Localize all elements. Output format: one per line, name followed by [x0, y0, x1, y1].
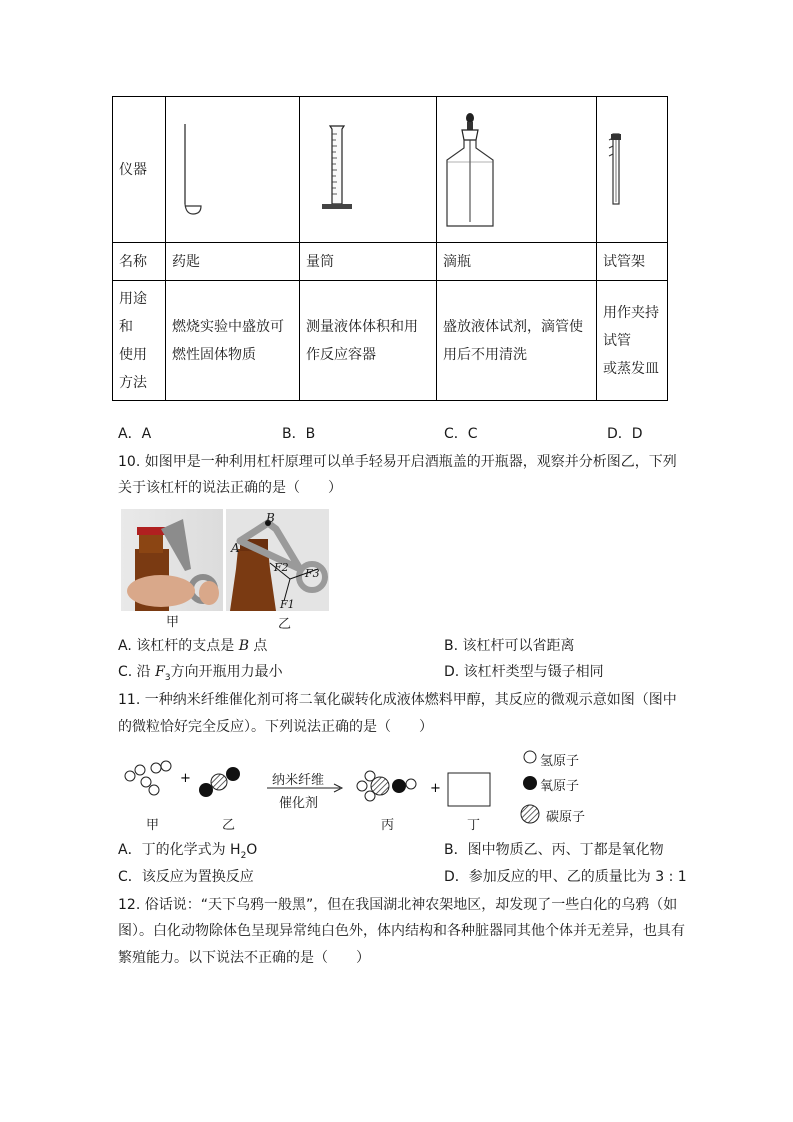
q10-option-a-tail: 点 [248, 638, 268, 654]
label-F3: F3 [305, 567, 320, 580]
table-row-name [113, 243, 668, 281]
q9-option-a[interactable]: A．A [118, 426, 152, 442]
q10-option-a-var: B [238, 638, 249, 654]
name-clamp: 试管架 [597, 243, 668, 281]
label-jia: 甲 [166, 615, 180, 630]
q11-option-a-tail: O [246, 842, 258, 858]
q10-stem-line-1: 10. 如图甲是一种利用杠杆原理可以单手轻易开启酒瓶盖的开瓶器，观察并分析图乙，下列 [118, 454, 677, 470]
plus-sign-2: + [430, 781, 441, 796]
test-tube-clamp-icon [605, 130, 629, 210]
usage-cylinder [300, 281, 437, 401]
q9-option-c[interactable]: C．C [444, 426, 478, 442]
graduated-cylinder-icon [318, 120, 358, 220]
legend-hydrogen-icon [524, 751, 536, 763]
legend-oxygen-icon [523, 776, 537, 790]
row-label-instrument: 仪器 [113, 97, 166, 243]
usage-line: 测量液体体积和用 [306, 318, 418, 335]
spoon-cell [166, 97, 300, 243]
product-box [448, 773, 490, 806]
q12-stem-line-2: 图）。白化动物除体色呈现异常纯白色外，体内结构和各种脏器同其他个体并无差异，也具有 [118, 923, 685, 939]
q10-option-a[interactable] [118, 636, 267, 656]
usage-label-line: 用途 [119, 290, 147, 307]
legend-carbon-label: 碳原子 [546, 810, 586, 825]
q12-stem-line-1: 12. 俗话说：“天下乌鸦一般黑”，但在我国湖北神农架地区，却发现了一些白化的乌鸦（如 [118, 897, 678, 913]
co2-molecule [199, 767, 240, 797]
q11-stem-line-1: 11. 一种纳米纤维催化剂可将二氧化碳转化成液体燃料甲醇，其反应的微观示意如图（图中 [118, 692, 677, 708]
usage-line: 燃烧实验中盛放可 [172, 318, 284, 335]
q10-stem-line-2: 关于该杠杆的说法正确的是（ ） [118, 480, 342, 496]
q11-option-b[interactable]: B．图中物质乙、丙、丁都是氧化物 [444, 842, 664, 858]
q11-stem-line-2: 的微粒恰好完全反应）。下列说法正确的是（ ） [118, 719, 433, 735]
usage-line: 作反应容器 [306, 346, 376, 363]
label-B: B [266, 511, 275, 525]
label-F2: F2 [274, 561, 289, 574]
q10-option-b[interactable]: B. 该杠杆可以省距离 [444, 638, 575, 654]
q10-option-c-tail: 方向开瓶用力最小 [170, 664, 283, 680]
catalyst-label-top: 纳米纤维 [272, 773, 325, 788]
spoon-icon [175, 120, 205, 220]
methanol-molecule [357, 771, 416, 801]
q11-option-a-text: A．丁的化学式为 H [118, 842, 241, 858]
usage-label-line: 使用 [119, 346, 147, 363]
q10-option-c-var: F [155, 664, 165, 680]
row-label-name: 名称 [113, 243, 166, 281]
cylinder-cell [300, 97, 437, 243]
usage-line: 用后不用清洗 [443, 346, 527, 363]
q10-option-c-text: C. 沿 [118, 664, 156, 680]
q10-option-c[interactable] [118, 662, 283, 688]
bottle-opener-jia-illustration [121, 509, 223, 611]
name-dropper-bottle: 滴瓶 [437, 243, 597, 281]
q12-stem-line-3: 繁殖能力。以下说法不正确的是（ ） [118, 950, 370, 966]
q11-option-c[interactable]: C．该反应为置换反应 [118, 869, 254, 885]
label-yi-molecule: 乙 [222, 818, 236, 833]
q9-option-b[interactable]: B．B [282, 426, 316, 442]
plus-sign-1: + [180, 771, 191, 786]
q11-option-d[interactable]: D．参加反应的甲、乙的质量比为 3 : 1 [444, 869, 687, 885]
bottle-opener-photo-yi [226, 509, 329, 611]
bottle-opener-yi-illustration [226, 509, 329, 611]
q11-option-a-sub: 2 [240, 850, 247, 861]
row-label-usage [113, 281, 166, 401]
name-cylinder: 量筒 [300, 243, 437, 281]
dropper-bottle-cell [437, 97, 597, 243]
label-A: A [231, 541, 240, 555]
q10-option-c-sub: 3 [164, 672, 171, 683]
label-ding-molecule: 丁 [467, 818, 481, 833]
q10-option-a-text: A. 该杠杆的支点是 [118, 638, 239, 654]
label-yi: 乙 [278, 617, 292, 632]
catalyst-label-bottom: 催化剂 [279, 796, 319, 811]
usage-clamp [597, 281, 668, 401]
usage-line: 盛放液体试剂，滴管使 [443, 318, 583, 335]
usage-dropper-bottle [437, 281, 597, 401]
usage-label-line: 和 [119, 318, 133, 335]
usage-label-line: 方法 [119, 374, 147, 391]
hydrogen-molecules [125, 761, 171, 795]
label-F1: F1 [280, 598, 295, 611]
usage-line: 燃性固体物质 [172, 346, 256, 363]
q10-option-d[interactable]: D. 该杠杆类型与镊子相同 [444, 664, 604, 680]
q11-option-a[interactable] [118, 840, 257, 866]
table-row-instrument [113, 97, 668, 243]
instrument-table [112, 96, 668, 401]
bottle-opener-photo-jia [121, 509, 223, 611]
usage-line: 试管 [603, 332, 631, 349]
legend-hydrogen-label: 氢原子 [540, 754, 580, 769]
dropper-bottle-icon [443, 110, 513, 230]
clamp-cell [597, 97, 668, 243]
usage-spoon [166, 281, 300, 401]
label-bing-molecule: 丙 [381, 818, 395, 833]
q9-option-d[interactable]: D．D [607, 426, 643, 442]
usage-line: 或蒸发皿 [603, 360, 659, 377]
label-jia-molecule: 甲 [146, 818, 160, 833]
legend-carbon-icon [521, 805, 539, 823]
legend-oxygen-label: 氧原子 [540, 779, 580, 794]
name-spoon: 药匙 [166, 243, 300, 281]
table-row-usage [113, 281, 668, 401]
usage-line: 用作夹持 [603, 304, 659, 321]
